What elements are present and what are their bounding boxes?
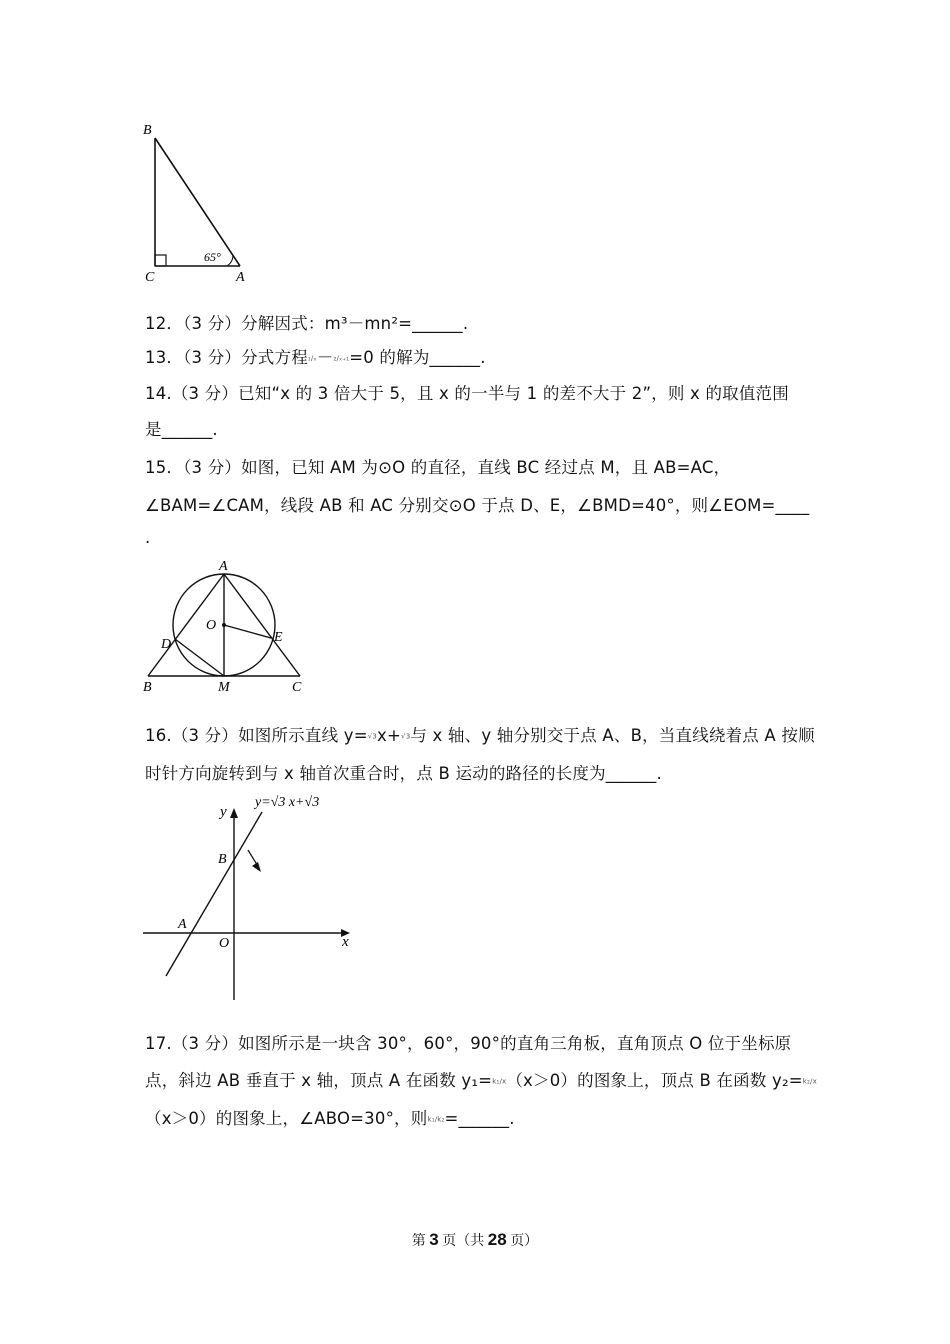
label-o: O	[219, 936, 230, 951]
q13-pre: 13．（3 分）分式方程	[145, 348, 308, 367]
q12-text: （3 分）分解因式：m³－mn²=______.	[183, 314, 469, 333]
equation-label: y=√3 x+√3	[255, 795, 320, 810]
q12-number: 12．	[145, 314, 184, 333]
rotation-arrow-head	[252, 862, 261, 872]
label-x: x	[342, 934, 349, 950]
label-m: M	[218, 680, 230, 695]
line-ac	[224, 574, 300, 676]
q13-fraction-1: ₁/ₓ	[307, 354, 317, 363]
question-16-line-2: 时针方向旋转到与 x 轴首次重合时，点 B 运动的路径的长度为______.	[145, 764, 662, 783]
label-angle: 65°	[204, 250, 221, 264]
question-14-line-1: 14.（3 分）已知“x 的 3 倍大于 5，且 x 的一半与 1 的差不大于 2”，则 x 的取值范围	[145, 384, 789, 403]
question-15-line-2: ∠BAM=∠CAM，线段 AB 和 AC 分别交⊙O 于点 D、E，∠BMD=40°，则∠EOM=____	[145, 496, 810, 515]
label-e: E	[274, 630, 283, 645]
label-b: B	[143, 680, 152, 695]
graph-line	[166, 812, 262, 976]
label-c: C	[145, 270, 155, 285]
label-a: A	[236, 270, 245, 285]
coordinate-line-figure	[138, 790, 363, 1005]
question-13	[145, 344, 486, 368]
q17-fraction-3: k₁/k₂	[427, 1115, 445, 1124]
label-y: y	[220, 804, 227, 820]
question-17-line-3	[145, 1105, 515, 1129]
label-a: A	[178, 917, 187, 932]
question-15-line-3: .	[145, 528, 151, 547]
q17-line2-mid: （x＞0）的图象上，顶点 B 在函数 y₂=	[506, 1071, 803, 1090]
label-d: D	[161, 637, 172, 652]
q17-fraction-2: k₂/x	[802, 1077, 817, 1086]
q16-post: 与 x 轴、y 轴分别交于点 A、B，当直线绕着点 A 按顺	[410, 726, 815, 745]
label-b: B	[218, 852, 227, 867]
label-c: C	[292, 680, 302, 695]
q17-line2-pre: 点，斜边 AB 垂直于 x 轴，顶点 A 在函数 y₁=	[145, 1071, 493, 1090]
q17-line3-pre: （x＞0）的图象上，∠ABO=30°，则	[145, 1109, 428, 1128]
question-16-line-1	[145, 722, 815, 746]
question-17-line-2	[145, 1067, 817, 1091]
footer-total-pages: 28	[487, 1230, 507, 1249]
question-14-line-2: 是______.	[145, 420, 218, 439]
q13-minus: －	[316, 348, 334, 367]
q17-fraction-1: k₁/x	[492, 1077, 507, 1086]
angle-arc	[227, 255, 233, 266]
q16-pre: 16.（3 分）如图所示直线 y=	[145, 726, 368, 745]
right-triangle-figure	[138, 118, 258, 288]
q13-fraction-2: ₂/ₓ₊₁	[333, 354, 350, 363]
q13-post: =0 的解为______.	[349, 348, 486, 367]
question-17-line-1: 17.（3 分）如图所示是一块含 30°，60°，90°的直角三角板，直角顶点 O 位于坐标原	[145, 1034, 792, 1053]
side-ab	[155, 138, 240, 266]
label-b: B	[143, 123, 152, 138]
label-o: O	[206, 618, 217, 633]
q16-sqrt-1: √3	[367, 732, 378, 741]
footer-page-number: 3	[429, 1230, 439, 1249]
center-dot	[222, 623, 226, 627]
q16-sqrt-2: √3	[401, 732, 411, 741]
footer-pre: 第	[411, 1234, 430, 1249]
question-12	[145, 310, 468, 334]
footer-post: 页）	[506, 1234, 539, 1249]
question-15-line-1: 15．（3 分）如图，已知 AM 为⊙O 的直径，直线 BC 经过点 M，且 AB=AC，	[145, 458, 731, 477]
q17-line3-post: =______.	[444, 1109, 515, 1128]
label-a: A	[219, 559, 228, 574]
page-footer	[0, 1230, 950, 1250]
right-angle-mark	[155, 255, 166, 266]
footer-mid: 页（共	[438, 1234, 488, 1249]
y-axis-arrow	[230, 808, 238, 818]
q16-mid: x+	[377, 726, 402, 745]
circle-triangle-figure	[138, 555, 313, 695]
